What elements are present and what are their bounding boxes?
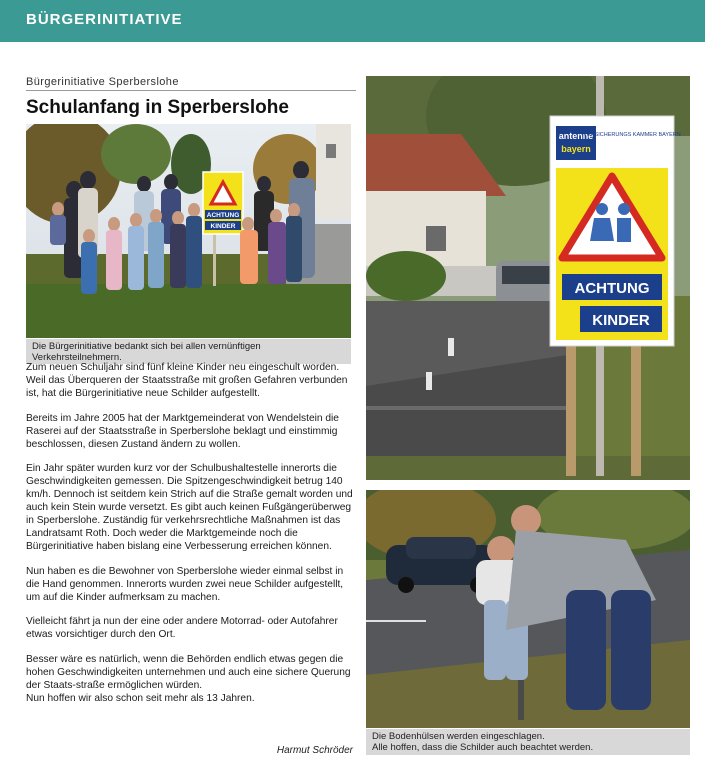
article-title: Schulanfang in Sperberslohe bbox=[26, 97, 289, 118]
section-title: BÜRGERINITIATIVE bbox=[26, 11, 183, 28]
section-header-bar bbox=[0, 0, 705, 42]
group-sign-line1: ACHTUNG bbox=[206, 212, 240, 219]
group-photo bbox=[26, 124, 351, 338]
paragraph: Vielleicht fährt ja nun der eine oder andere Motorrad- oder Autofahrer etwas vorsichtiger durch den Ort. bbox=[26, 616, 338, 640]
article-body bbox=[26, 361, 356, 716]
sign-brand-line2: bayern bbox=[561, 144, 591, 154]
article-author: Harmut Schröder bbox=[276, 745, 353, 756]
group-photo-image bbox=[26, 124, 351, 338]
photo-caption-installation: Die Bodenhülsen werden eingeschlagen. Alle hoffen, dass die Schilder auch beachtet werden. bbox=[366, 729, 690, 755]
paragraph: Nun haben es die Bewohner von Sperberslohe wieder einmal selbst in die Hand genommen. Innerorts wurden zwei neue Schilder aufgestellt, um auf die Kinder aufmerksam zu machen. bbox=[26, 565, 344, 603]
article-kicker: Bürgerinitiative Sperberslohe bbox=[26, 76, 356, 91]
sign-brand-line1: antenne bbox=[558, 131, 594, 141]
paragraph: Zum neuen Schuljahr sind fünf kleine Kinder neu eingeschult worden. Weil das Überqueren der Staatsstraße mit großen Gefahren verbunden ist, hat die Bürgerinitiative neue Schilder aufgestellt. bbox=[26, 362, 348, 399]
sign-photo-image bbox=[366, 76, 690, 480]
paragraph: Ein Jahr später wurden kurz vor der Schulbushaltestelle innerorts die Geschwindigkeiten gemessen. Die Spitzengeschwindigkeit betrug 140 km/h. Dennoch ist seitdem kein Strich auf die Straße gemalt worden und auch kein Stein wurde versetzt. Es gibt auch keinen Fußgängerüberweg in Sperberslohe. Zuständig für verkehrsrechtliche Maßnahmen ist das Landratsamt Roth. Doch weder die Marktgemeinde noch die Bürgerinitiative haben bislang eine Verbesserung erreichen können. bbox=[26, 463, 353, 552]
sign-photo bbox=[366, 76, 690, 480]
installation-photo-image bbox=[366, 490, 690, 728]
photo-caption-group: Die Bürgerinitiative bedankt sich bei allen vernünftigen Verkehrsteilnehmern. bbox=[26, 339, 351, 364]
sign-partner: VERSICHERUNGS KAMMER BAYERN bbox=[583, 132, 681, 138]
paragraph: Besser wäre es natürlich, wenn die Behörden endlich etwas gegen die hohen Geschwindigkeiten unternehmen und auch eine sichere Querung der Staats-straße ermöglichen würden. Nun hoffen wir also schon seit mehr als 13 Jahren. bbox=[26, 653, 351, 704]
paragraph: Bereits im Jahre 2005 hat der Marktgemeinderat von Wendelstein die Raserei auf der Staatsstraße in Sperberslohe beklagt und einstimmig beschlossen, diesen Zustand ändern zu wollen. bbox=[26, 412, 339, 450]
group-sign-line2: KINDER bbox=[210, 223, 236, 230]
sign-line1: ACHTUNG bbox=[574, 280, 650, 297]
sign-line2: KINDER bbox=[592, 312, 650, 329]
installation-photo bbox=[366, 490, 690, 728]
